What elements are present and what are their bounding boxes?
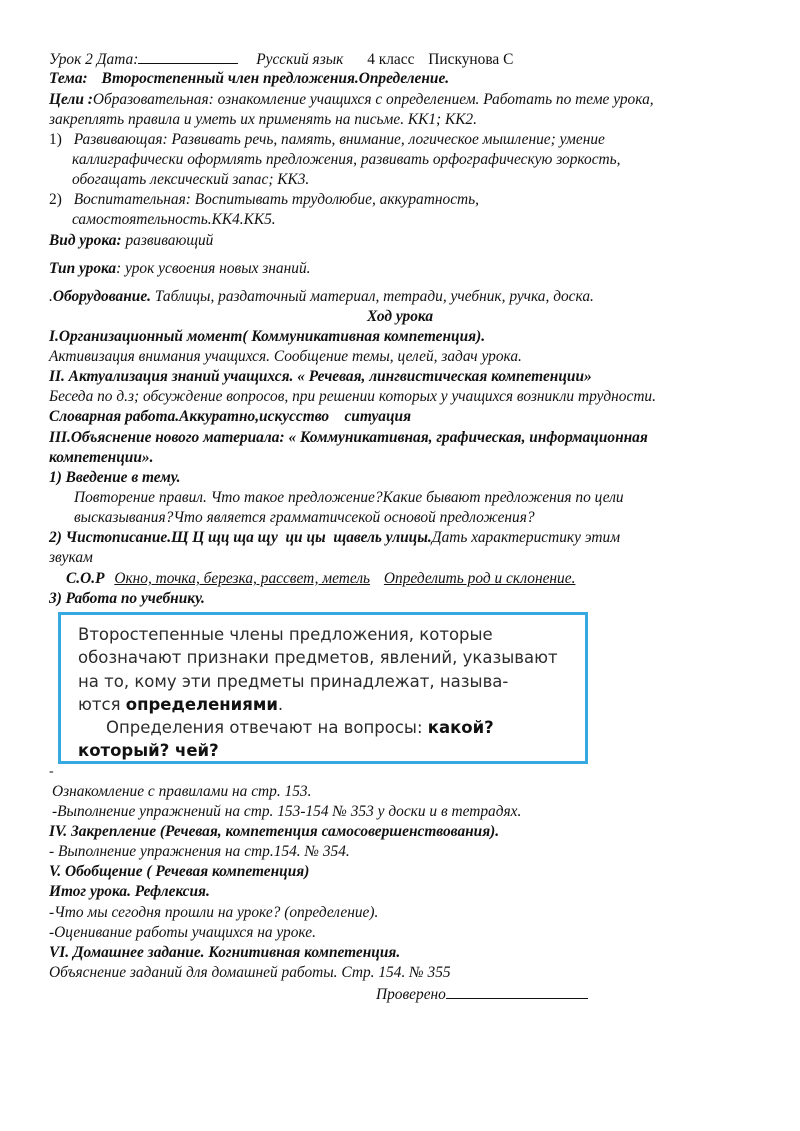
goals-text-1: Образовательная: ознакомление учащихся с определением. Работать по теме урока, <box>92 91 654 108</box>
rule-question-1: какой? <box>427 718 494 738</box>
section-1-text: Активизация внимания учащихся. Сообщение темы, целей, задач урока. <box>49 348 522 365</box>
date-label: Дата: <box>96 51 139 68</box>
step-2-text: Дать характеристику этим <box>431 529 621 546</box>
summary-question: -Что мы сегодня прошли на уроке? (определение). <box>49 904 379 921</box>
lesson-kind-value: развивающий <box>125 232 214 249</box>
sor-line <box>66 569 575 588</box>
lesson-type-value: : урок усвоения новых знаний. <box>116 260 311 277</box>
rule-text <box>78 623 578 763</box>
equipment-value: Таблицы, раздаточный материал, тетради, учебник, ручка, доска. <box>154 288 594 305</box>
goal-item-2 <box>49 190 479 209</box>
equipment-line <box>49 287 594 306</box>
topic-value: Второстепенный член предложения.Определение. <box>101 70 450 87</box>
goal-item-2-text-1: Воспитательная: Воспитывать трудолюбие, аккуратность, <box>73 191 479 208</box>
step-2-title: 2) Чистописание.Щ Ц щц ща щу ци цы щавель улицы. <box>49 529 432 546</box>
date-blank <box>138 49 238 64</box>
lesson-type-label: Тип урока <box>49 260 117 277</box>
sor-label: С.О.Р <box>66 570 105 587</box>
rule-line-1: Второстепенные члены предложения, которые <box>78 625 493 644</box>
checked-label: Проверено <box>376 986 446 1003</box>
equipment-label: Оборудование. <box>52 288 152 305</box>
textbook-rule-box <box>58 612 588 764</box>
dash-mark: - <box>49 764 54 779</box>
sor-words: Окно, точка, березка, рассвет, метель <box>114 570 371 587</box>
grade: 4 класс <box>367 51 415 68</box>
equipment-prefix: . <box>49 288 53 305</box>
rule-line-5 <box>78 716 578 739</box>
exercise-text: -Выполнение упражнений на стр. 153-154 № 353 у доски и в тетрадях. <box>52 803 522 820</box>
step-1-text-2: высказывания?Что является грамматичсекой основой предложения? <box>74 509 535 526</box>
goal-item-2-text-2: самостоятельность.КК4.КК5. <box>72 211 276 228</box>
lesson-kind-label: Вид урока: <box>49 232 122 249</box>
subject: Русский язык <box>256 51 344 68</box>
section-2-title: II. Актуализация знаний учащихся. « Речевая, лингвистическая компетенции» <box>49 368 592 385</box>
goal-item-1-number: 1) <box>49 131 62 148</box>
lesson-number: Урок 2 <box>49 51 93 68</box>
goals-line-1 <box>49 90 654 109</box>
rule-term: определениями <box>125 694 278 714</box>
sor-task: Определить род и склонение. <box>383 570 576 587</box>
section-4-text: - Выполнение упражнения на стр.154. № 354. <box>49 843 350 860</box>
step-2-line <box>49 528 620 547</box>
topic-line <box>49 69 449 88</box>
vocabulary-work: Словарная работа.Аккуратно,искусство ситуация <box>49 408 412 425</box>
section-2-text: Беседа по д.з; обсуждение вопросов, при решении которых у учащихся возникли трудности. <box>49 388 656 405</box>
goal-item-1 <box>49 130 605 149</box>
section-5-title: V. Обобщение ( Речевая компетенция) <box>49 863 310 880</box>
step-1-text-1: Повторение правил. Что такое предложение?Какие бывают предложения по цели <box>74 489 624 506</box>
topic-label: Тема: <box>49 70 88 87</box>
header-line <box>49 49 513 69</box>
checked-blank <box>446 984 588 999</box>
teacher: Пискунова С <box>428 51 514 68</box>
rule-line-3: на то, кому эти предметы принадлежат, называ- <box>78 671 509 691</box>
summary-title: Итог урока. Рефлексия. <box>49 883 210 900</box>
rule-line-4-end: . <box>277 694 284 714</box>
section-6-title: VI. Домашнее задание. Когнитивная компетенция. <box>49 944 401 961</box>
summary-evaluation: -Оценивание работы учащихся на уроке. <box>49 924 316 941</box>
goals-label: Цели : <box>49 91 93 108</box>
rule-questions-2: который? чей? <box>78 741 219 761</box>
course-title: Ход урока <box>366 308 434 325</box>
lesson-type-line <box>49 259 311 278</box>
section-4-title: IV. Закрепление (Речевая, компетенция самосовершенствования). <box>49 823 500 840</box>
rule-line-2: обозначают признаки предметов, явлений, указывают <box>78 648 558 668</box>
goal-item-2-number: 2) <box>49 191 62 208</box>
section-3-title-1: III.Объяснение нового материала: « Коммуникативная, графическая, информационная <box>49 429 648 446</box>
goals-text-2: закреплять правила и уметь их применять на письме. КК1; КК2. <box>49 111 477 128</box>
step-2-text-2: звукам <box>49 549 93 566</box>
lesson-kind-line <box>49 231 213 250</box>
rule-line-5-text: Определения отвечают на вопросы: <box>106 718 428 738</box>
section-1-title: I.Организационный момент( Коммуникативная компетенция). <box>49 328 486 345</box>
rule-line-4-text: ются <box>78 694 126 714</box>
section-6-text: Объяснение заданий для домашней работы. Стр. 154. № 355 <box>49 964 451 981</box>
section-3-title-2: компетенции». <box>49 449 154 466</box>
rule-line-4 <box>78 693 578 716</box>
goal-item-1-text-2: каллиграфически оформлять предложения, развивать орфографическую зоркость, <box>72 151 621 168</box>
step-1-title: 1) Введение в тему. <box>49 469 181 486</box>
goal-item-1-text-1: Развивающая: Развивать речь, память, внимание, логическое мышление; умение <box>73 131 605 148</box>
goal-item-1-text-3: обогащать лексический запас; КК3. <box>72 171 310 188</box>
checked-line <box>376 984 588 1004</box>
step-3-title: 3) Работа по учебнику. <box>49 590 205 607</box>
rules-intro-text: Ознакомление с правилами на стр. 153. <box>52 783 312 800</box>
